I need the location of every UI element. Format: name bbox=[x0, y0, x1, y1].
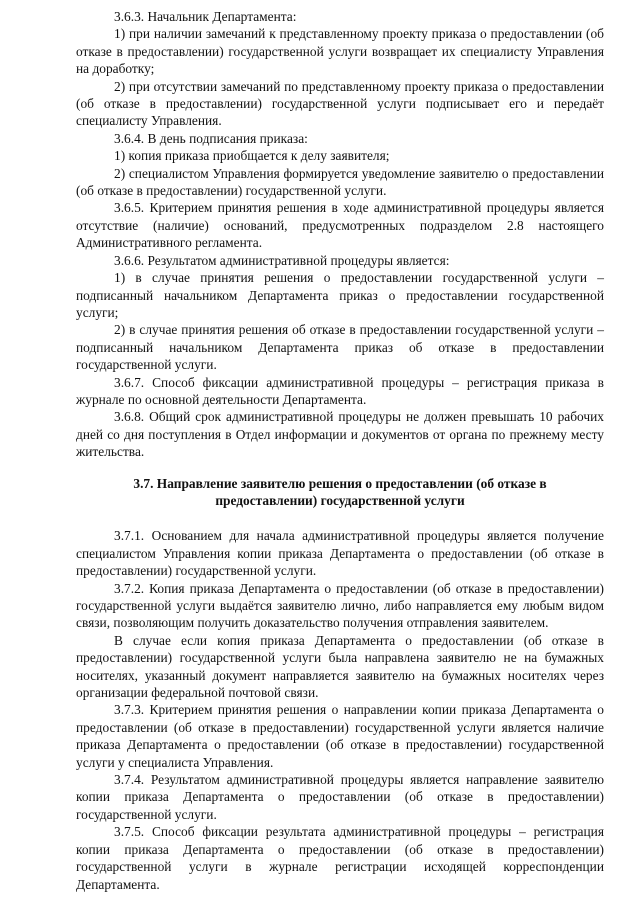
paragraph-3-6-6-item-1: 1) в случае принятия решения о предоставлении государственной услуги – подписанный начальником Департамента приказ о предоставлении государственной услуги; bbox=[76, 270, 604, 320]
paragraph-3-6-8: 3.6.8. Общий срок административной процедуры не должен превышать 10 рабочих дней со дня поступления в Отдел информации и документов от органа по прежнему месту жительства. bbox=[76, 409, 604, 460]
paragraph-3-7-2-note: В случае если копия приказа Департамента о предоставлении (об отказе в предоставлении) государственной услуги была направлена заявителю не на бумажных носителях, указанный документ направляется заявителю на бумажных носителях через организации федеральной почтовой связи. bbox=[76, 632, 604, 701]
paragraph-3-7-5: 3.7.5. Способ фиксации результата административной процедуры – регистрация копии приказа Департамента о предоставлении (об отказе в предоставлении) государственной услуги в журнале регистрации исходящей корреспонденции Департамента. bbox=[76, 824, 604, 892]
paragraph-3-6-3-item-1: 1) при наличии замечаний к представленному проекту приказа о предоставлении (об отказе в предоставлении) государственной услуги возвращает их специалисту Управления на доработку; bbox=[76, 26, 604, 77]
paragraph-3-6-3: 3.6.3. Начальник Департамента: bbox=[114, 9, 297, 24]
paragraph-3-6-4-item-1: 1) копия приказа приобщается к делу заявителя; bbox=[114, 148, 390, 164]
paragraph-3-7-3: 3.7.3. Критерием принятия решения о направлении копии приказа Департамента о предоставлении (об отказе в предоставлении) государственной услуги является наличие приказа Департамента о предоставлении (об отказе в предоставлении) государственной услуги у специалиста Управления. bbox=[76, 702, 604, 770]
paragraph-3-6-5: 3.6.5. Критерием принятия решения в ходе административной процедуры является отсутствие (наличие) оснований, предусмотренных подразделом 2.8 настоящего Административного регламента. bbox=[76, 200, 604, 251]
paragraph-3-6-6-item-2: 2) в случае принятия решения об отказе в предоставлении государственной услуги – подписанный начальником Департамента приказ об отказе в предоставлении государственной услуги. bbox=[76, 322, 604, 373]
paragraph-3-6-4-item-2: 2) специалистом Управления формируется уведомление заявителю о предоставлении (об отказе в предоставлении) государственной услуги. bbox=[76, 165, 604, 199]
document-page bbox=[76, 8, 604, 893]
paragraph-3-7-1: 3.7.1. Основанием для начала административной процедуры является получение специалистом Управления копии приказа Департамента о предоставлении (об отказе в предоставлении) государственной услуги. bbox=[76, 528, 604, 579]
paragraph-3-6-6: 3.6.6. Результатом административной процедуры является: bbox=[114, 252, 450, 268]
paragraph-3-7-2: 3.7.2. Копия приказа Департамента о предоставлении (об отказе в предоставлении) государственной услуги выдаётся заявителю лично, либо направляется ему любым видом связи, позволяющим получить доказательство получения отправления заявителем. bbox=[76, 580, 604, 631]
paragraph-3-7-4: 3.7.4. Результатом административной процедуры является направление заявителю копии приказа Департамента о предоставлении (об отказе в предоставлении) государственной услуги. bbox=[76, 772, 604, 822]
paragraph-3-6-4: 3.6.4. В день подписания приказа: bbox=[114, 130, 308, 146]
paragraph-3-6-7: 3.6.7. Способ фиксации административной процедуры – регистрация приказа в журнале по основной деятельности Департамента. bbox=[76, 374, 604, 407]
section-heading-3-7: 3.7. Направление заявителю решения о предоставлении (об отказе в предоставлении) государственной услуги bbox=[133, 475, 547, 508]
paragraph-3-6-3-item-2: 2) при отсутствии замечаний по представленному проекту приказа о предоставлении (об отказе в предоставлении) государственной услуги подписывает его и передаёт специалисту Управления. bbox=[76, 78, 604, 129]
